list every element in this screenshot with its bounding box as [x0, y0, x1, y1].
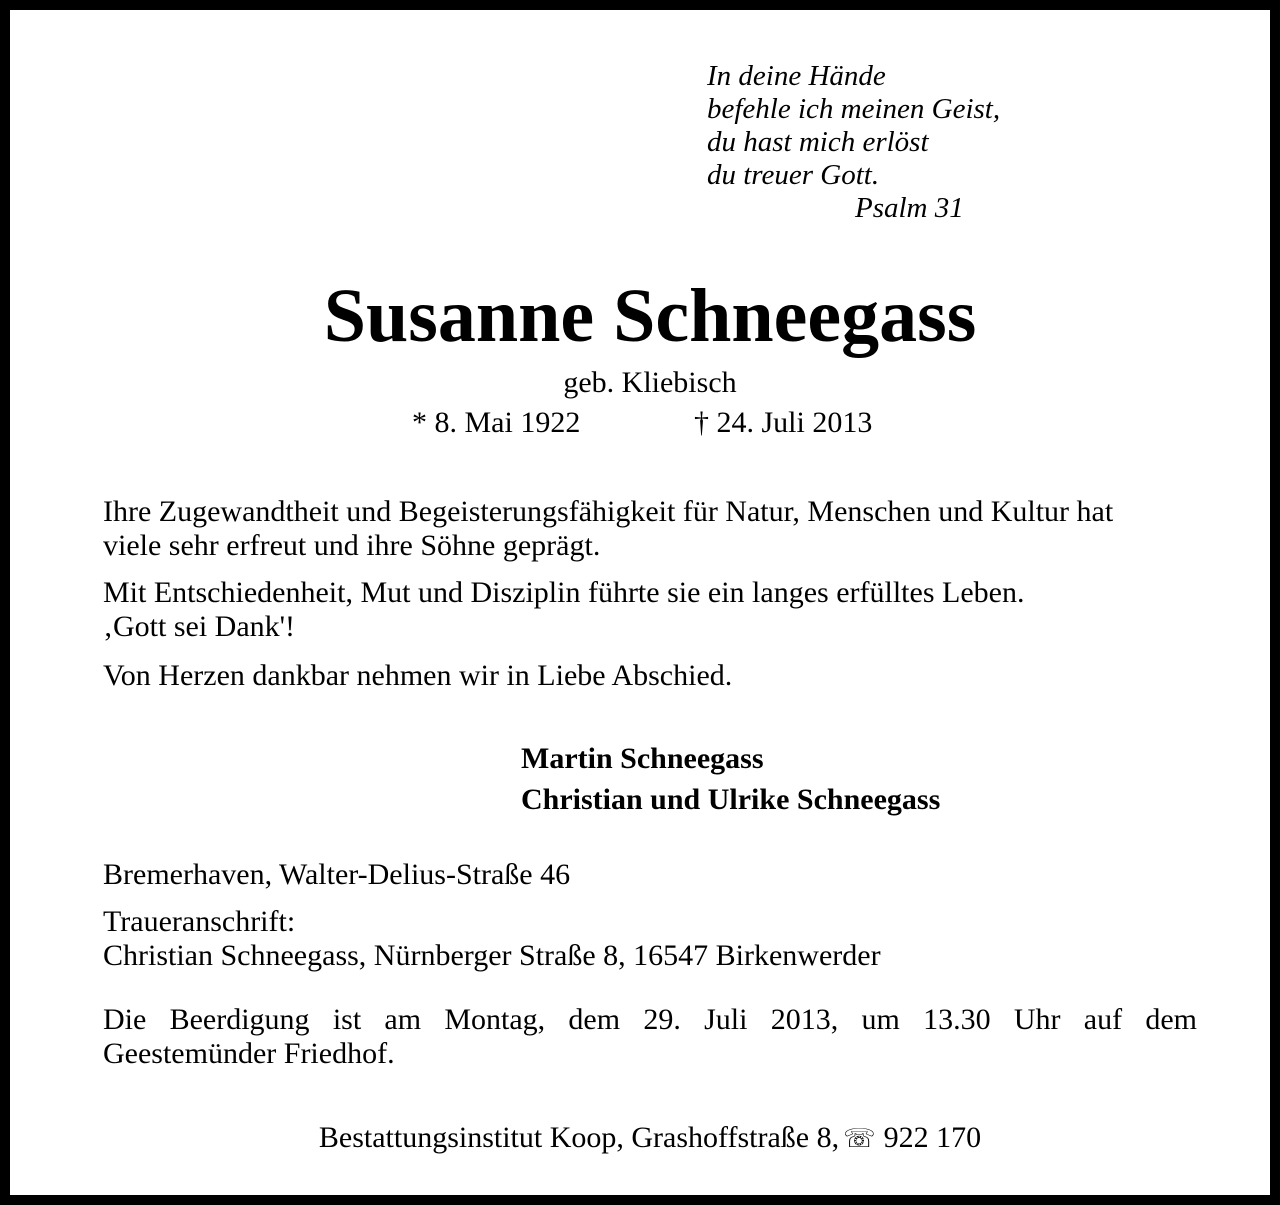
text-line: ‚Gott sei Dank'!: [103, 610, 296, 643]
funeral-line: Geestemünder Friedhof.: [103, 1037, 395, 1070]
mourning-address-value: Christian Schneegass, Nürnberger Straße 8, 16547 Birkenwerder: [103, 939, 881, 972]
undertaker-phone: 922 170: [883, 1121, 982, 1154]
signer-name: Martin Schneegass: [521, 742, 764, 775]
signers: [521, 738, 940, 820]
verse-line: befehle ich meinen Geist,: [707, 93, 1001, 125]
mourning-address: [103, 905, 1197, 973]
home-address: [103, 858, 1197, 892]
undertaker-text: Bestattungsinstitut Koop, Grashoffstraße 8,: [318, 1121, 840, 1154]
funeral-line: Die Beerdigung ist am Montag, dem 29. Juli 2013, um 13.30 Uhr auf dem: [103, 1003, 1197, 1036]
undertaker-line: [10, 1120, 1280, 1157]
address-line: Bremerhaven, Walter-Delius-Straße 46: [103, 858, 571, 891]
tribute-paragraph: [103, 495, 1197, 563]
tribute-paragraph: [103, 576, 1197, 644]
verse-reference: Psalm 31: [855, 192, 964, 224]
death-date: † 24. Juli 2013: [694, 406, 873, 439]
telephone-icon: ☏: [843, 1124, 876, 1154]
text-line: viele sehr erfreut und ihre Söhne geprägt.: [103, 529, 601, 562]
birth-date: * 8. Mai 1922: [412, 406, 581, 439]
signer-name: Christian und Ulrike Schneegass: [521, 783, 941, 816]
psalm-verse: [707, 60, 1000, 225]
verse-line: du hast mich erlöst: [707, 126, 929, 158]
mourning-address-label: Traueranschrift:: [103, 905, 296, 938]
birth-name: geb. Kliebisch: [563, 366, 737, 399]
deceased-name: Susanne Schneegass: [323, 274, 977, 358]
verse-line: du treuer Gott.: [707, 159, 880, 191]
funeral-notice: [103, 1003, 1197, 1071]
farewell-line: [103, 659, 1197, 693]
text-line: Mit Entschiedenheit, Mut und Disziplin führte sie ein langes erfülltes Leben.: [103, 576, 1025, 609]
verse-line: In deine Hände: [707, 60, 886, 92]
text-line: Von Herzen dankbar nehmen wir in Liebe Abschied.: [103, 659, 733, 692]
text-line: Ihre Zugewandtheit und Begeisterungsfähigkeit für Natur, Menschen und Kultur hat: [103, 495, 1114, 528]
